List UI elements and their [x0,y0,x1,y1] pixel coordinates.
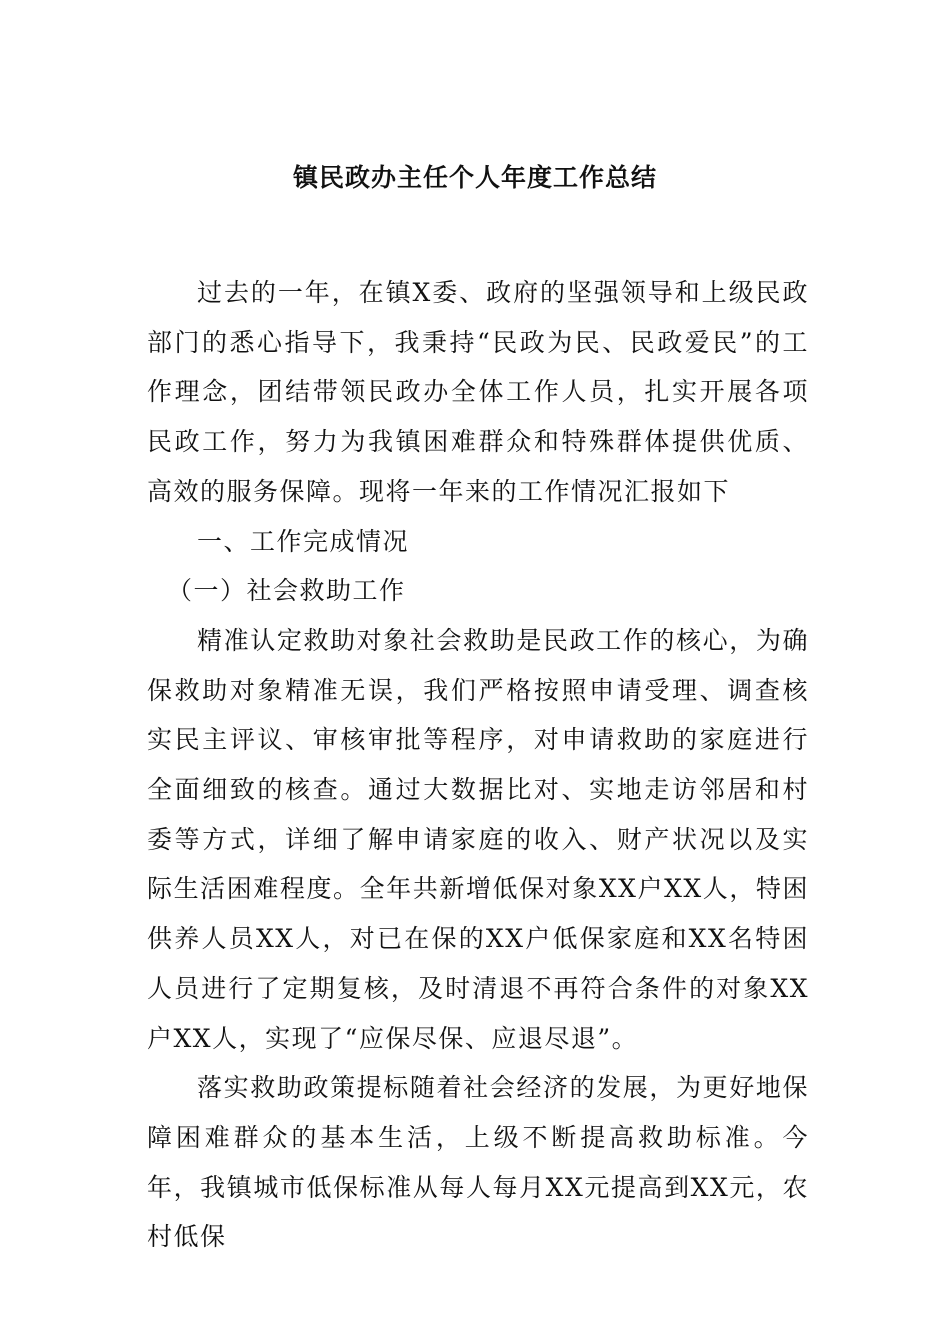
subsection-heading: （一）社会救助工作 [167,576,406,606]
body-paragraph: 精准认定救助对象社会救助是民政工作的核心，为确保救助对象精准无误，我们严格按照申请受理、调查核实民主评议、审核审批等程序，对申请救助的家庭进行全面细致的核查。通过大数据比对、实地走访邻居和村委等方式，详细了解申请家庭的收入、财产状况以及实际生活困难程度。全年共新增低保对象XX户XX人，特困供养人员XX人，对已在保的XX户低保家庭和XX名特困人员进行了定期复核，及时清退不再符合条件的对象XX户XX人，实现了“应保尽保、应退尽退”。 [147,625,809,1053]
document-title: 镇民政办主任个人年度工作总结 [292,163,657,192]
intro-paragraph: 过去的一年，在镇X委、政府的坚强领导和上级民政部门的悉心指导下，我秉持“民政为民、民政爱民”的工作理念，团结带领民政办全体工作人员，扎实开展各项民政工作，努力为我镇困难群众和特殊群体提供优质、高效的服务保障。现将一年来的工作情况汇报如下 [147,278,809,506]
section-heading: 一、工作完成情况 [197,526,410,556]
body-paragraph: 落实救助政策提标随着社会经济的发展，为更好地保障困难群众的基本生活，上级不断提高救助标准。今年，我镇城市低保标准从每人每月XX元提高到XX元，农村低保 [147,1073,809,1252]
document-body [147,268,809,1262]
